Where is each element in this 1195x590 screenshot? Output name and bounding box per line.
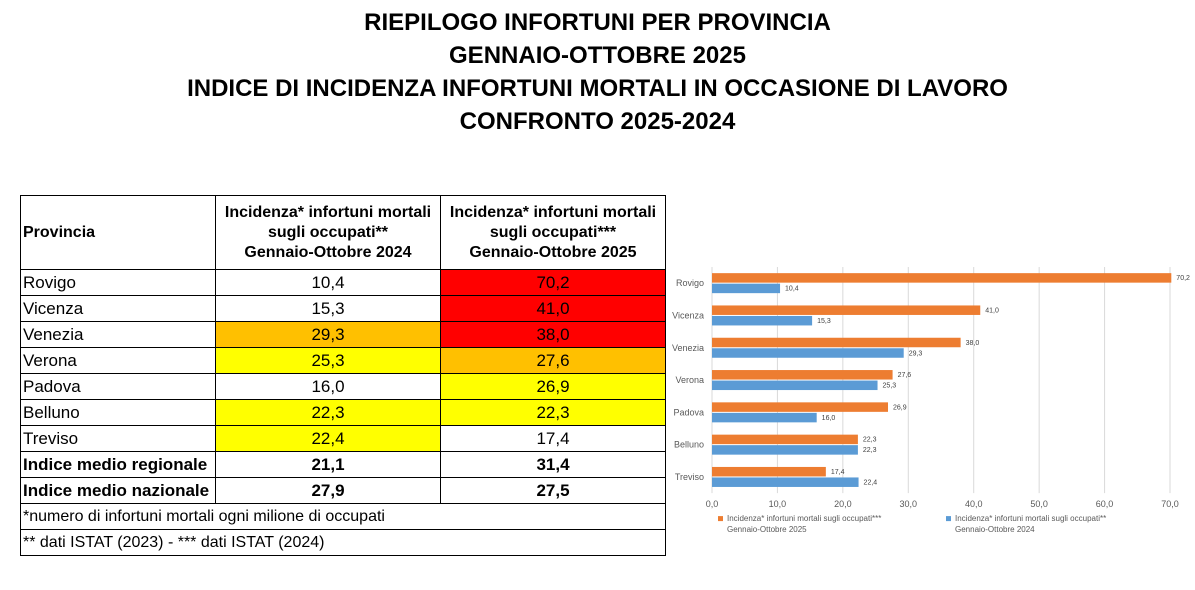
data-label: 17,4: [830, 468, 845, 476]
category-label: Padova: [673, 407, 704, 418]
data-label: 22,4: [863, 479, 878, 487]
bar-2025: [712, 402, 888, 412]
value-2024: 22,3: [216, 400, 441, 426]
note-row-1: [21, 504, 666, 530]
regional-row: [21, 452, 666, 478]
legend-label: Incidenza* infortuni mortali sugli occupati***: [727, 514, 882, 524]
bar-2024: [712, 445, 858, 455]
table-row: [21, 348, 666, 374]
table-row: [21, 322, 666, 348]
category-label: Belluno: [673, 439, 704, 450]
bar-2025: [712, 305, 980, 315]
value-2025: 26,9: [441, 374, 666, 400]
table-row: [21, 270, 666, 296]
header-2024-line1: Incidenza* infortuni mortali: [224, 203, 432, 221]
value-2024: 25,3: [216, 348, 441, 374]
data-label: 29,3: [908, 350, 923, 358]
header-2025-line1: Incidenza* infortuni mortali: [449, 203, 657, 221]
value-2024: 10,4: [216, 270, 441, 296]
footnote-2: ** dati ISTAT (2023) - *** dati ISTAT (2024): [21, 530, 666, 556]
bar-2025: [712, 370, 893, 380]
header-2024-line3: Gennaio-Ottobre 2024: [244, 243, 412, 261]
title-line-4: CONFRONTO 2025-2024: [459, 108, 736, 135]
value-2025: 70,2: [441, 270, 666, 296]
data-label: 25,3: [882, 382, 897, 390]
national-row: [21, 478, 666, 504]
province-name: Belluno: [21, 400, 216, 426]
province-name: Venezia: [21, 322, 216, 348]
value-2025: 38,0: [441, 322, 666, 348]
category-label: Treviso: [674, 471, 704, 482]
data-label: 27,6: [897, 372, 912, 380]
data-label: 41,0: [985, 307, 999, 315]
national-2024: 27,9: [216, 478, 441, 504]
table-row: [21, 426, 666, 452]
data-label: 26,9: [893, 404, 907, 412]
bar-2025: [712, 435, 858, 445]
province-name: Verona: [21, 348, 216, 374]
value-2024: 15,3: [216, 296, 441, 322]
value-2025: 41,0: [441, 296, 666, 322]
bar-2024: [712, 348, 904, 358]
legend-label: Incidenza* infortuni mortali sugli occupati**: [955, 514, 1107, 524]
category-label: Vicenza: [672, 310, 704, 321]
province-name: Treviso: [21, 426, 216, 452]
regional-2024: 21,1: [216, 452, 441, 478]
footnote-1: *numero di infortuni mortali ogni milione di occupati: [21, 504, 666, 530]
regional-label: Indice medio regionale: [21, 452, 216, 478]
x-tick-label: 20,0: [834, 499, 852, 510]
x-tick-label: 30,0: [899, 499, 918, 510]
data-label: 38,0: [965, 339, 980, 347]
data-label: 15,3: [817, 317, 831, 325]
x-tick-label: 10,0: [768, 499, 787, 510]
bar-2025: [712, 467, 826, 477]
header-provincia: Provincia: [21, 196, 216, 270]
title-line-2: GENNAIO-OTTOBRE 2025: [449, 42, 746, 69]
bar-2025: [712, 338, 961, 348]
bar-2024: [712, 413, 817, 423]
table-row: [21, 400, 666, 426]
table-header-row: [21, 196, 666, 270]
data-label: 22,3: [862, 436, 877, 444]
bar-2024: [712, 381, 878, 391]
value-2024: 22,4: [216, 426, 441, 452]
legend-swatch: [946, 516, 951, 521]
x-tick-label: 70,0: [1161, 499, 1179, 510]
province-name: Vicenza: [21, 296, 216, 322]
value-2025: 27,6: [441, 348, 666, 374]
bar-2024: [712, 316, 812, 326]
x-tick-label: 50,0: [1030, 499, 1048, 510]
national-label: Indice medio nazionale: [21, 478, 216, 504]
page-title: [0, 6, 1195, 138]
value-2025: 17,4: [441, 426, 666, 452]
legend-swatch: [718, 516, 723, 521]
category-label: Verona: [675, 375, 704, 386]
header-2024-line2: sugli occupati**: [267, 223, 389, 241]
national-2025: 27,5: [441, 478, 666, 504]
value-2025: 22,3: [441, 400, 666, 426]
x-tick-label: 0,0: [705, 499, 719, 510]
header-2025: [441, 196, 666, 270]
note-row-2: [21, 530, 666, 556]
legend-label-line2: Gennaio-Ottobre 2025: [727, 525, 807, 535]
regional-2025: 31,4: [441, 452, 666, 478]
province-name: Rovigo: [21, 270, 216, 296]
table-row: [21, 296, 666, 322]
table-row: [21, 374, 666, 400]
province-table: [20, 195, 666, 556]
province-name: Padova: [21, 374, 216, 400]
header-2024: [216, 196, 441, 270]
category-label: Rovigo: [675, 278, 704, 289]
value-2024: 16,0: [216, 374, 441, 400]
bar-2024: [712, 284, 780, 294]
category-label: Venezia: [671, 342, 704, 353]
data-label: 22,3: [862, 447, 877, 455]
data-label: 70,2: [1176, 275, 1190, 283]
bar-2025: [712, 273, 1171, 283]
x-tick-label: 60,0: [1095, 499, 1114, 510]
title-line-1: RIEPILOGO INFORTUNI PER PROVINCIA: [364, 9, 831, 36]
bar-chart: [660, 255, 1190, 545]
title-line-3: INDICE DI INCIDENZA INFORTUNI MORTALI IN OCCASIONE DI LAVORO: [187, 75, 1008, 102]
header-2025-line3: Gennaio-Ottobre 2025: [469, 243, 637, 261]
x-tick-label: 40,0: [964, 499, 983, 510]
value-2024: 29,3: [216, 322, 441, 348]
data-label: 10,4: [785, 285, 799, 293]
bar-2024: [712, 477, 859, 487]
header-2025-line2: sugli occupati***: [489, 223, 617, 241]
legend-label-line2: Gennaio-Ottobre 2024: [955, 525, 1035, 535]
data-label: 16,0: [821, 414, 836, 422]
